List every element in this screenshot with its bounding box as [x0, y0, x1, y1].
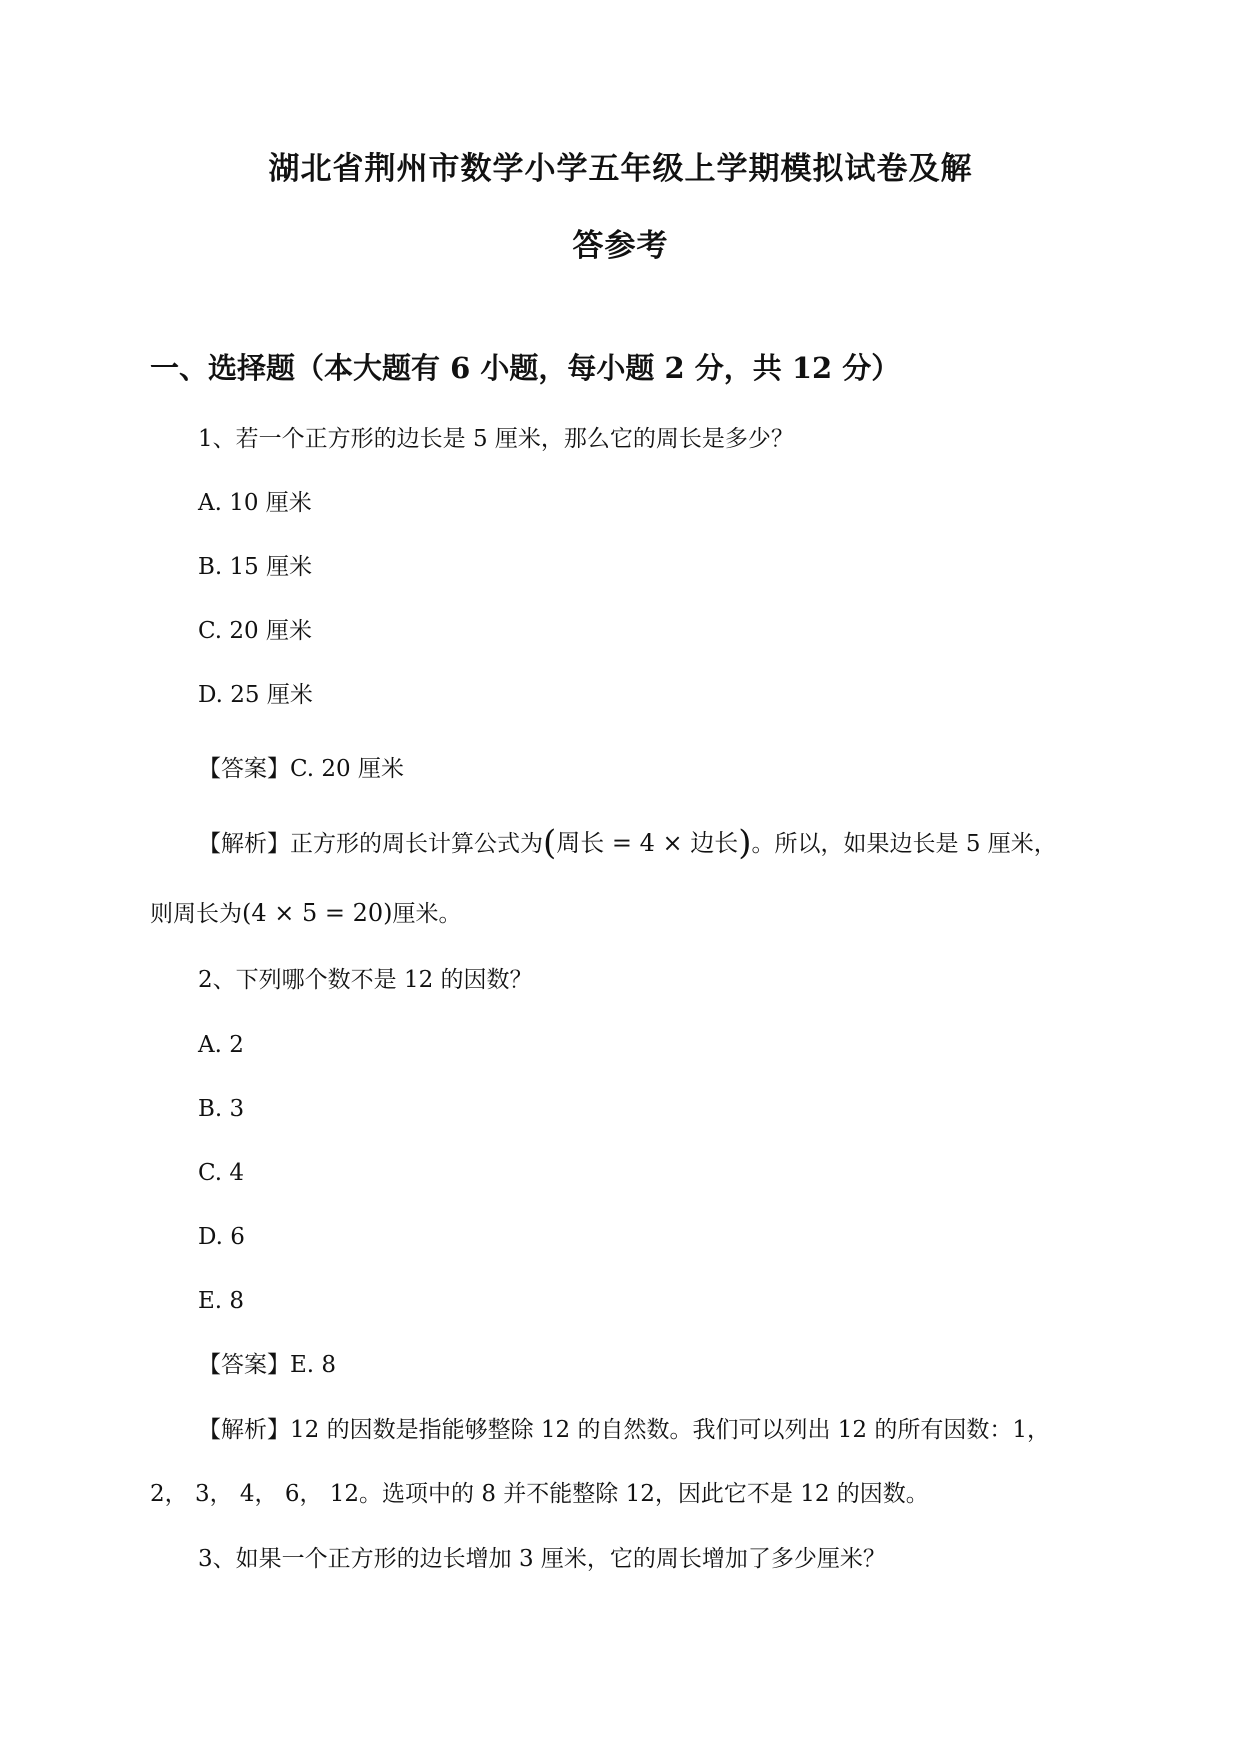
close-paren: ): [738, 823, 752, 863]
analysis-suffix: 。所以，如果边长是 5 厘米，: [751, 831, 1057, 857]
question-2-analysis-line-1: 【解析】12 的因数是指能够整除 12 的自然数。我们可以列出 12 的所有因数：1，: [198, 1417, 1050, 1443]
question-2-analysis-line-2: 2， 3， 4， 6， 12。选项中的 8 并不能整除 12，因此它不是 12 的因数。: [150, 1481, 929, 1507]
question-1-analysis-line-2: [150, 898, 462, 929]
analysis-line2-suffix: 厘米。: [392, 901, 462, 927]
document-title-line-1: 湖北省荆州市数学小学五年级上学期模拟试卷及解: [268, 151, 973, 187]
question-2-stem: 2、下列哪个数不是 12 的因数？: [198, 967, 533, 993]
question-1-answer: 【答案】C. 20 厘米: [198, 756, 404, 782]
analysis-prefix: 【解析】正方形的周长计算公式为: [198, 831, 543, 857]
perimeter-formula: 周长 = 4 × 边长: [556, 829, 739, 857]
question-1-option-d: D. 25 厘米: [198, 682, 313, 708]
question-1-option-b: B. 15 厘米: [198, 554, 313, 580]
perimeter-calculation: (4 × 5 = 20): [242, 899, 393, 927]
question-2-option-c: C. 4: [198, 1160, 245, 1186]
open-paren: (: [543, 823, 557, 863]
question-1-stem: 1、若一个正方形的边长是 5 厘米，那么它的周长是多少？: [198, 426, 794, 452]
question-2-option-b: B. 3: [198, 1096, 245, 1122]
question-1-option-c: C. 20 厘米: [198, 618, 312, 644]
question-2-answer: 【答案】E. 8: [198, 1352, 337, 1378]
question-2-option-d: D. 6: [198, 1224, 245, 1250]
question-1-analysis-line-1: [198, 823, 1057, 863]
document-title-line-2: 答参考: [572, 228, 669, 264]
analysis-line2-prefix: 则周长为: [150, 901, 242, 927]
question-1-option-a: A. 10 厘米: [198, 490, 312, 516]
question-3-stem: 3、如果一个正方形的边长增加 3 厘米，它的周长增加了多少厘米？: [198, 1546, 886, 1572]
section-heading-choice: 一、选择题（本大题有 6 小题，每小题 2 分，共 12 分）: [150, 351, 901, 385]
question-2-option-e: E. 8: [198, 1288, 245, 1314]
question-2-option-a: A. 2: [198, 1032, 244, 1058]
